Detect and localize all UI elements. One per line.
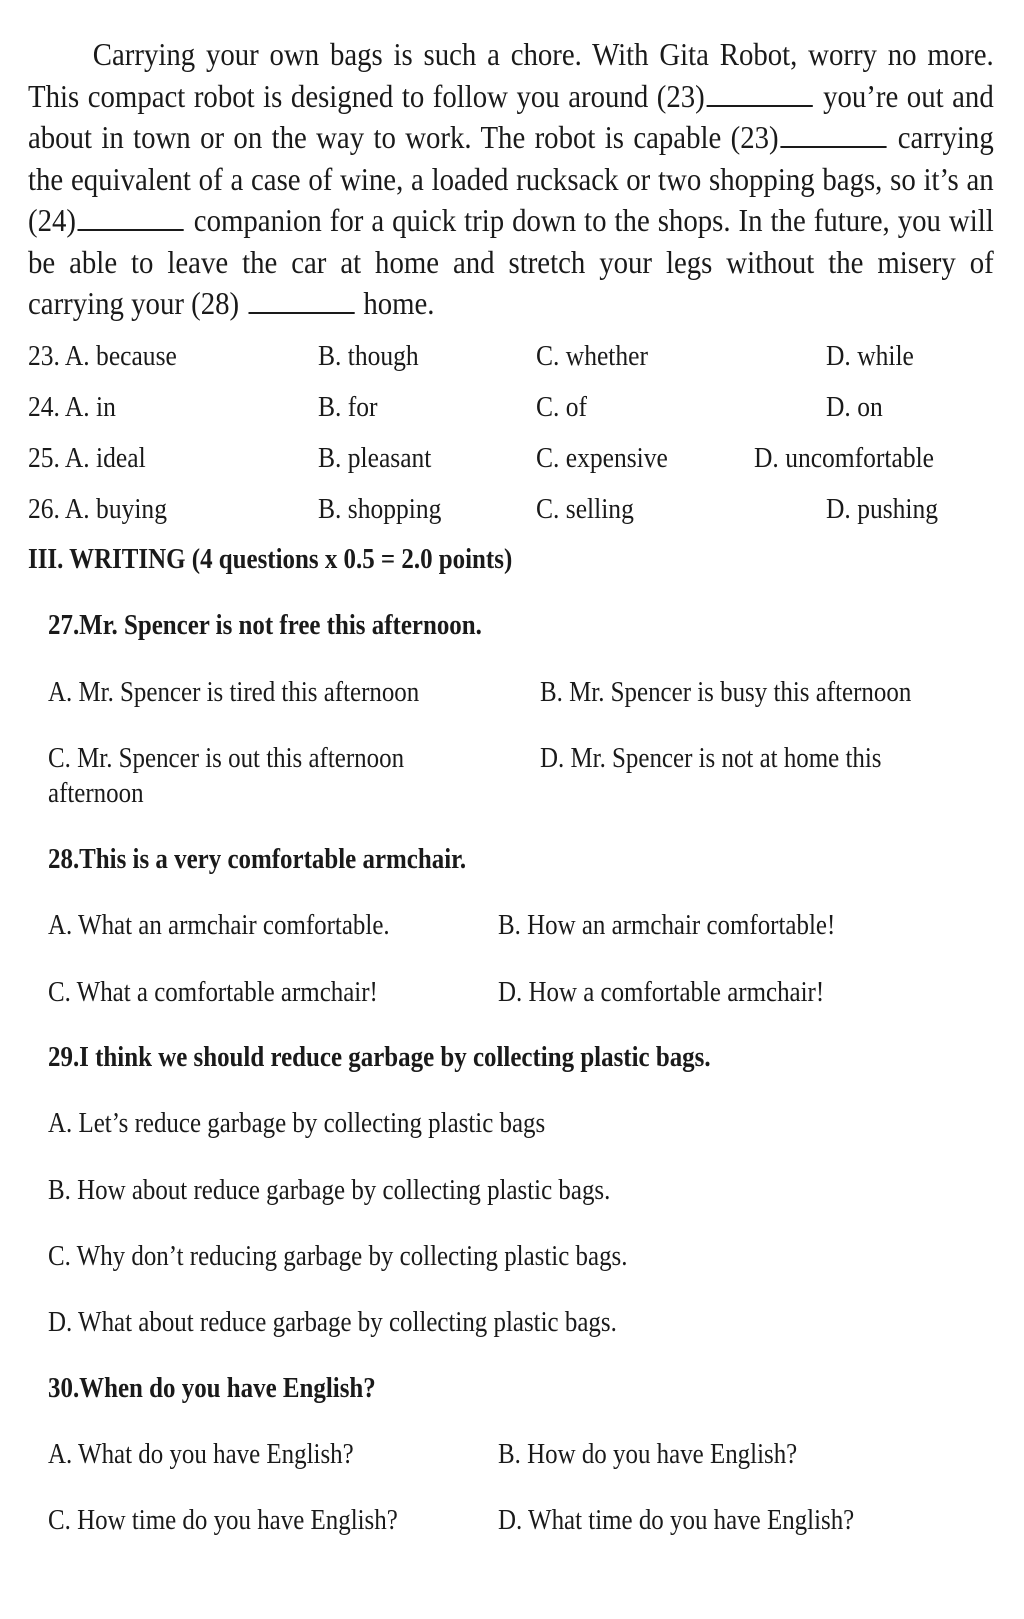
q27-option-b[interactable]: B. Mr. Spencer is busy this afternoon	[540, 676, 912, 708]
option-a[interactable]: 25. A. ideal	[28, 442, 146, 474]
option-c[interactable]: C. of	[536, 391, 588, 423]
q29-option-b[interactable]: B. How about reduce garbage by collecting plastic bags.	[48, 1174, 611, 1206]
mcq-row-25	[0, 442, 1024, 482]
answer-blank[interactable]	[248, 285, 354, 314]
passage-text-6: home.	[363, 285, 435, 321]
answer-blank[interactable]	[78, 202, 184, 231]
option-a[interactable]: 23. A. because	[28, 340, 177, 372]
q29-option-d[interactable]: D. What about reduce garbage by collecting plastic bags.	[48, 1306, 617, 1338]
q28-option-d[interactable]: D. How a comfortable armchair!	[498, 976, 825, 1008]
q28-option-a[interactable]: A. What an armchair comfortable.	[48, 909, 390, 941]
q30-option-d[interactable]: D. What time do you have English?	[498, 1504, 855, 1536]
q28-option-b[interactable]: B. How an armchair comfortable!	[498, 909, 836, 941]
question-27-title: 27.Mr. Spencer is not free this afternoon.	[48, 609, 482, 641]
mcq-row-26	[0, 493, 1024, 533]
question-30-title: 30.When do you have English?	[48, 1372, 376, 1404]
passage-text-1: Carrying your own bags is such a chore. With Gita Robot, worry no more.	[92, 36, 994, 72]
q27-option-d-continued: afternoon	[48, 777, 144, 809]
passage-text-5: companion for a quick trip down to the shops. In the future, you will be able to leave the car at home and stretch your legs without the misery of carrying your (28)	[28, 202, 994, 321]
option-d[interactable]: D. on	[826, 391, 883, 423]
q27-option-c[interactable]: C. Mr. Spencer is out this afternoon	[48, 742, 405, 774]
option-b[interactable]: B. though	[318, 340, 419, 372]
q30-option-b[interactable]: B. How do you have English?	[498, 1438, 798, 1470]
option-d[interactable]: D. pushing	[826, 493, 939, 525]
q27-option-d[interactable]: D. Mr. Spencer is not at home this	[540, 742, 882, 774]
mcq-row-23	[0, 340, 1024, 380]
option-b[interactable]: B. shopping	[318, 493, 442, 525]
option-d[interactable]: D. while	[826, 340, 914, 372]
option-a[interactable]: 26. A. buying	[28, 493, 167, 525]
question-28-title: 28.This is a very comfortable armchair.	[48, 843, 467, 875]
answer-blank[interactable]	[780, 119, 886, 148]
passage-text-4: carrying the equivalent of a case of wine, a loaded rucksack or two shopping bags, so it’s an (24)	[28, 119, 994, 238]
option-c[interactable]: C. whether	[536, 340, 648, 372]
section-heading: III. WRITING (4 questions x 0.5 = 2.0 points)	[28, 543, 513, 575]
passage-text-2: This compact robot is designed to follow you around (23)	[28, 77, 705, 114]
question-29-title: 29.I think we should reduce garbage by collecting plastic bags.	[48, 1041, 711, 1073]
option-d[interactable]: D. uncomfortable	[754, 442, 935, 474]
q27-option-a[interactable]: A. Mr. Spencer is tired this afternoon	[48, 676, 420, 708]
option-c[interactable]: C. expensive	[536, 442, 668, 474]
q28-option-c[interactable]: C. What a comfortable armchair!	[48, 976, 378, 1008]
q29-option-c[interactable]: C. Why don’t reducing garbage by collecting plastic bags.	[48, 1240, 628, 1272]
answer-blank[interactable]	[707, 78, 813, 107]
reading-passage	[28, 34, 994, 325]
option-a[interactable]: 24. A. in	[28, 391, 116, 423]
option-b[interactable]: B. pleasant	[318, 442, 432, 474]
q29-option-a[interactable]: A. Let’s reduce garbage by collecting plastic bags	[48, 1107, 546, 1139]
option-b[interactable]: B. for	[318, 391, 378, 423]
passage-text-3: you’re out and about in town or on the way to work. The robot is capable (23)	[28, 77, 994, 155]
q30-option-a[interactable]: A. What do you have English?	[48, 1438, 354, 1470]
mcq-row-24	[0, 391, 1024, 431]
q30-option-c[interactable]: C. How time do you have English?	[48, 1504, 398, 1536]
option-c[interactable]: C. selling	[536, 493, 634, 525]
